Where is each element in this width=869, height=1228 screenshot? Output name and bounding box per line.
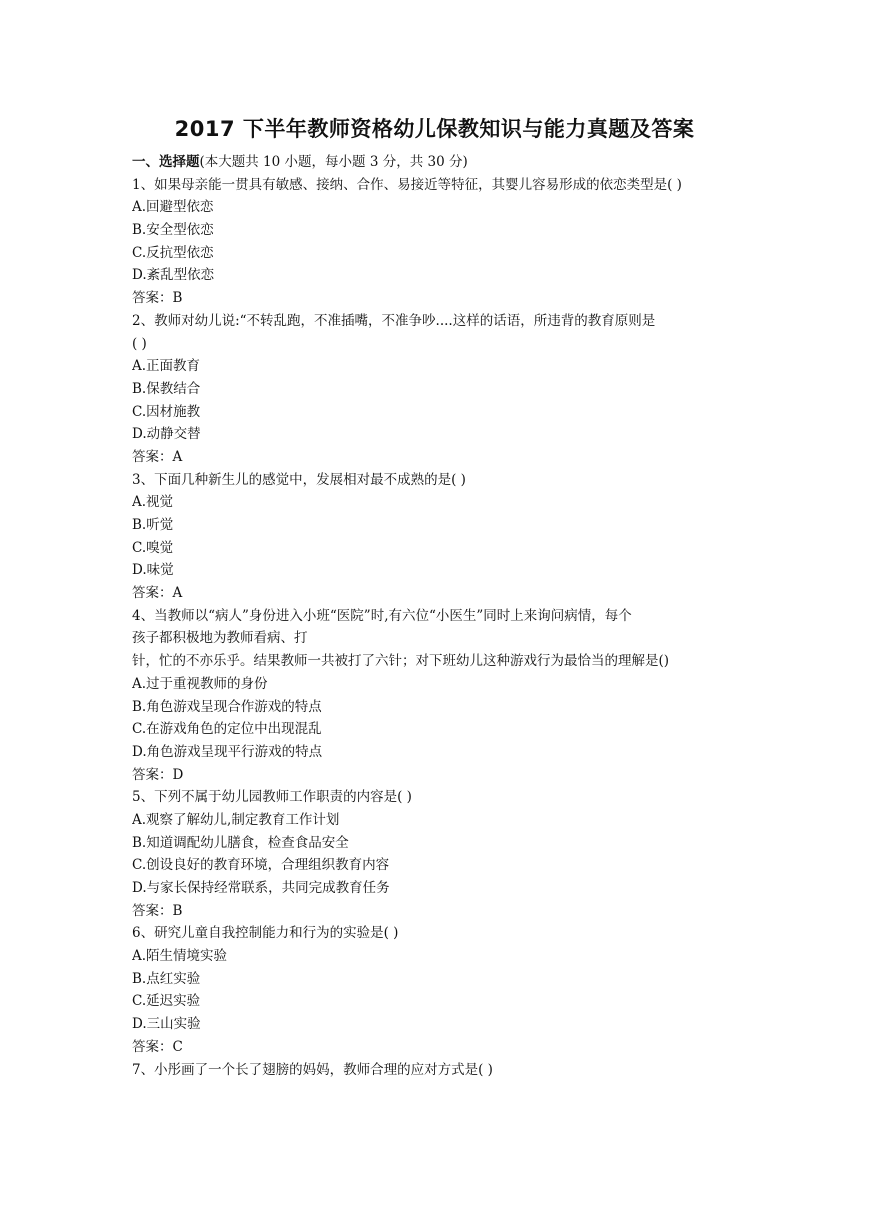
text-line: C.延迟实验 — [132, 993, 201, 1010]
text-line: A.正面教育 — [132, 358, 201, 375]
text-line: 5、下列不属于幼儿园教师工作职责的内容是( ) — [132, 789, 412, 806]
text-line: D.与家长保持经常联系，共同完成教育任务 — [132, 880, 390, 896]
text-line: B.知道调配幼儿膳食，检查食品安全 — [132, 834, 349, 851]
text-line: B.角色游戏呈现合作游戏的特点 — [132, 698, 322, 715]
section-note: (本大题共 10 小题，每小题 3 分，共 30 分) — [199, 154, 468, 170]
text-line: D.角色游戏呈现平行游戏的特点 — [132, 743, 323, 760]
text-line: 3、下面几种新生儿的感觉中，发展相对最不成熟的是( ) — [132, 471, 466, 488]
text-line: D.三山实验 — [132, 1016, 201, 1033]
text-line: A.过于重视教师的身份 — [132, 675, 268, 692]
text-line: 7、小彤画了一个长了翅膀的妈妈，教师合理的应对方式是( ) — [132, 1061, 493, 1078]
text-line: B.点红实验 — [132, 970, 201, 987]
document-body — [132, 151, 744, 1081]
text-line: C.因材施教 — [132, 403, 201, 420]
text-line: 2、教师对幼儿说:“不转乱跑，不准插嘴，不准争吵....这样的话语，所违背的教育原则是 — [132, 312, 656, 329]
text-line: 1、如果母亲能一贯具有敏感、接纳、合作、易接近等特征，其婴儿容易形成的依恋类型是( ) — [132, 176, 682, 193]
text-line: C.创设良好的教育环境，合理组织教育内容 — [132, 857, 390, 874]
text-line: 答案：D — [132, 766, 184, 783]
text-line: C.反抗型依恋 — [132, 244, 214, 261]
text-line: B.听觉 — [132, 517, 174, 533]
text-line: 6、研究儿童自我控制能力和行为的实验是( ) — [132, 925, 399, 942]
text-line: A.陌生情境实验 — [132, 948, 228, 965]
text-line: D.动静交替 — [132, 426, 201, 443]
text-line: 4、当教师以“病人”身份进入小班“医院”时,有六位“小医生”同时上来询问病情，每个 — [132, 607, 632, 624]
text-line: 答案：B — [132, 290, 183, 307]
text-line: D.味觉 — [132, 562, 174, 579]
text-line: B.安全型依恋 — [132, 222, 214, 239]
section-heading-row — [132, 151, 744, 174]
text-line: 答案：C — [132, 1038, 183, 1055]
text-line: A.回避型依恋 — [132, 199, 214, 216]
text-line: 答案：A — [132, 448, 183, 465]
text-line: C.嗅觉 — [132, 539, 174, 556]
text-line: 答案：B — [132, 902, 183, 919]
text-line: A.观察了解幼儿,制定教育工作计划 — [132, 811, 340, 828]
section-heading: 一、选择题 — [132, 154, 200, 170]
text-line: D.紊乱型依恋 — [132, 267, 215, 284]
text-line: 答案：A — [132, 585, 183, 602]
text-line: B.保教结合 — [132, 380, 201, 397]
text-line: A.视觉 — [132, 494, 174, 511]
document-title: 2017 下半年教师资格幼儿保教知识与能力真题及答案 — [174, 117, 695, 141]
text-line: ( ) — [132, 335, 147, 352]
text-line: C.在游戏角色的定位中出现混乱 — [132, 721, 322, 738]
text-line: 孩子都积极地为教师看病、打 — [132, 630, 308, 647]
text-line: 针，忙的不亦乐乎。结果教师一共被打了六针；对下班幼儿这种游戏行为最恰当的理解是() — [132, 653, 670, 670]
